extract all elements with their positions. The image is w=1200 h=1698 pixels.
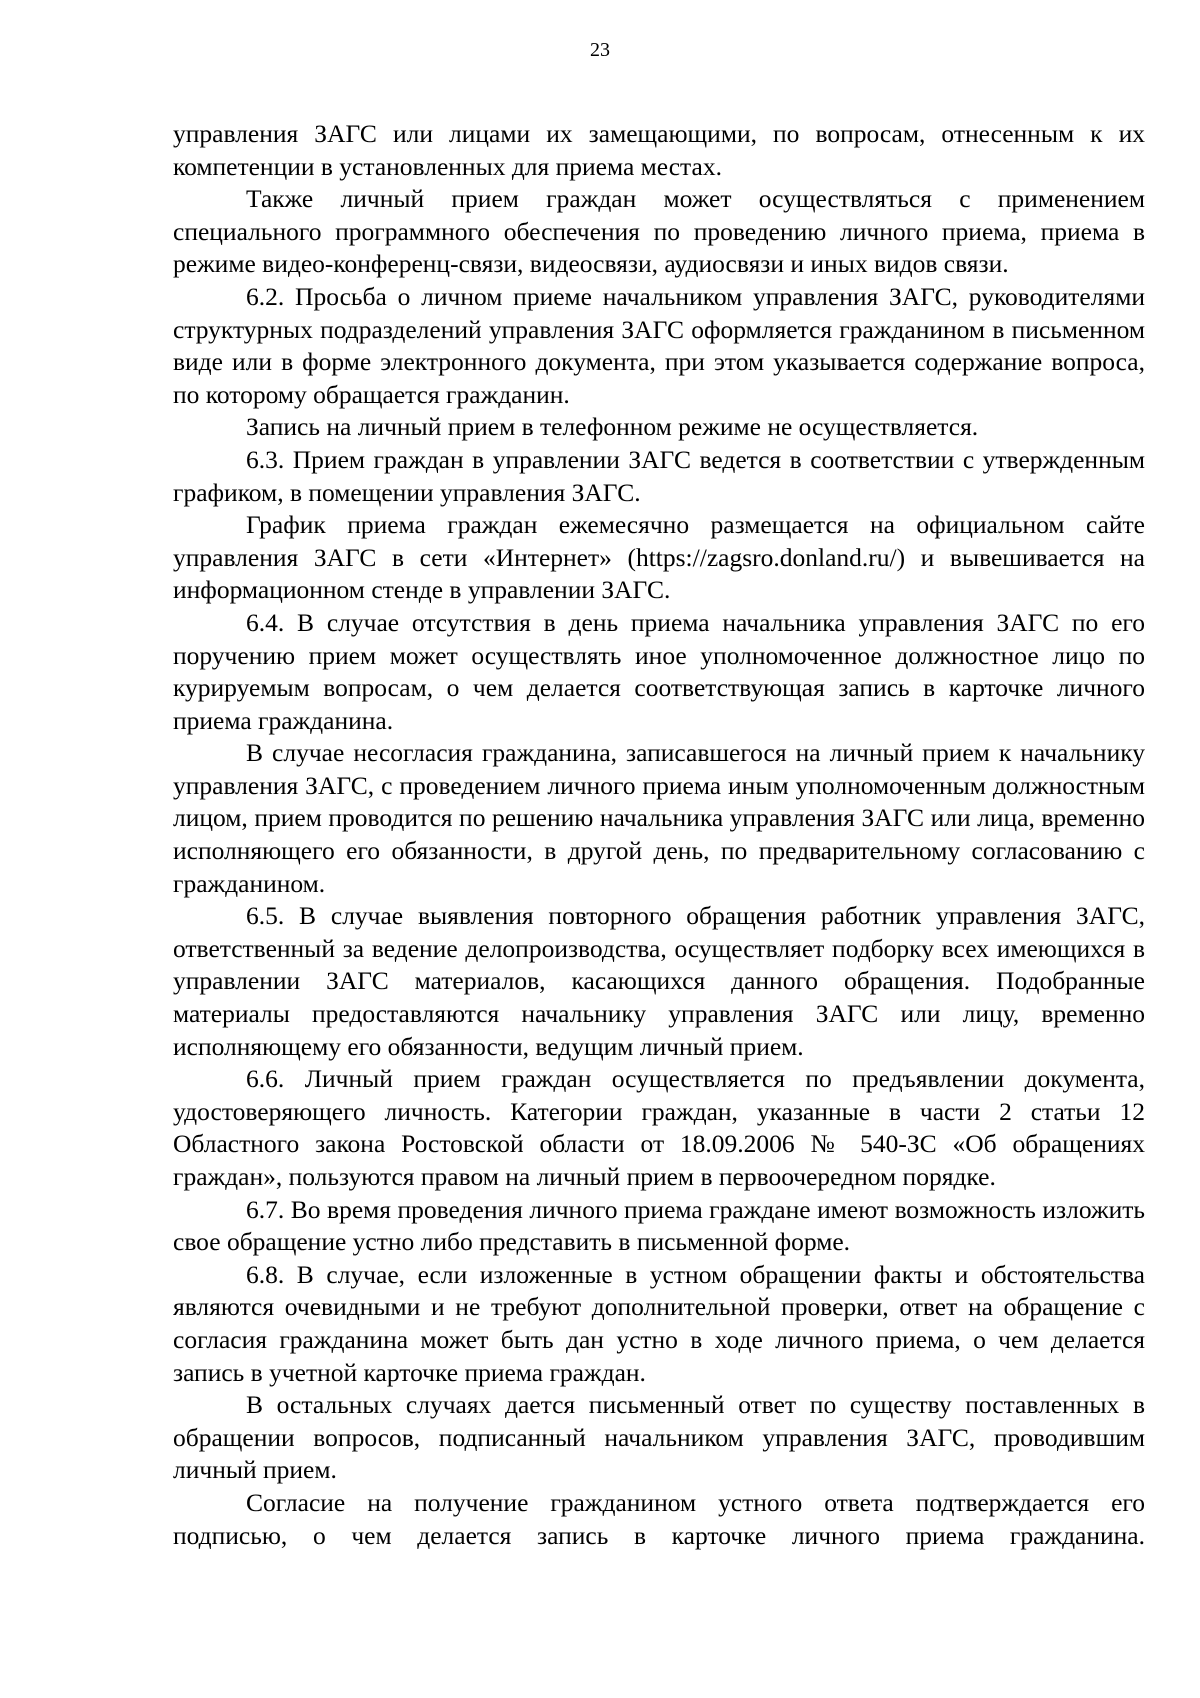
paragraph-6-6: 6.6. Личный прием граждан осуществляется по предъявлении документа, удостоверяющего личность. Категории граждан, указанные в части 2 статьи 12 Областного закона Ростовской области от 18.09.2006 № 540-ЗС «Об обращениях граждан», пользуются правом на личный прием в первоочередном порядке. <box>173 1064 1145 1191</box>
paragraph-6-4: 6.4. В случае отсутствия в день приема начальника управления ЗАГС по его поручению прием может осуществлять иное уполномоченное должностное лицо по курируемым вопросам, о чем делается соответствующая запись в карточке личного приема гражданина. <box>173 607 1145 735</box>
paragraph-6-7: 6.7. Во время проведения личного приема граждане имеют возможность изложить свое обращение устно либо представить в письменной форме. <box>173 1194 1145 1257</box>
paragraph: Также личный прием граждан может осуществляться с применением специального программного обеспечения по проведению личного приема, приема в режиме видео-конференц-связи, видеосвязи, аудиосвязи и иных видов связи. <box>173 184 1145 279</box>
paragraph: Запись на личный прием в телефонном режиме не осуществляется. <box>246 412 979 442</box>
paragraph: Согласие на получение гражданином устного ответа подтверждается его подписью, о чем делается запись в карточке личного приема гражданина. <box>173 1487 1145 1550</box>
paragraph: В остальных случаях дается письменный ответ по существу поставленных в обращении вопросов, подписанный начальником управления ЗАГС, проводившим личный прием. <box>173 1390 1145 1485</box>
paragraph: В случае несогласия гражданина, записавшегося на личный прием к начальнику управления ЗАГС, с проведением личного приема иным уполномоченным должностным лицом, прием проводится по решению начальника управления ЗАГС или лица, временно исполняющего его обязанности, в другой день, по предварительному согласованию с гражданином. <box>173 738 1145 898</box>
paragraph-6-2: 6.2. Просьба о личном приеме начальником управления ЗАГС, руководителями структурных подразделений управления ЗАГС оформляется гражданином в письменном виде или в форме электронного документа, при этом указывается содержание вопроса, по которому обращается гражданин. <box>173 281 1145 409</box>
paragraph-6-5: 6.5. В случае выявления повторного обращения работник управления ЗАГС, ответственный за ведение делопроизводства, осуществляет подборку всех имеющихся в управлении ЗАГС материалов, касающихся данного обращения. Подобранные материалы предоставляются начальнику управления ЗАГС или лицу, временно исполняющему его обязанности, ведущим личный прием. <box>173 901 1145 1061</box>
paragraph: График приема граждан ежемесячно размещается на официальном сайте управления ЗАГС в сети «Интернет» (https://zagsro.donland.ru/) и вывешивается на информационном стенде в управлении ЗАГС. <box>173 510 1145 605</box>
page-number: 23 <box>590 39 610 61</box>
paragraph-continuation: управления ЗАГС или лицами их замещающими, по вопросам, отнесенным к их компетенции в установленных для приема местах. <box>173 119 1145 181</box>
paragraph-6-8: 6.8. В случае, если изложенные в устном обращении факты и обстоятельства являются очевидными и не требуют дополнительной проверки, ответ на обращение с согласия гражданина может быть дан устно в ходе личного приема, о чем делается запись в учетной карточке приема граждан. <box>173 1259 1145 1387</box>
paragraph-6-3: 6.3. Прием граждан в управлении ЗАГС ведется в соответствии с утвержденным графиком, в помещении управления ЗАГС. <box>173 444 1145 507</box>
document-body <box>173 118 1145 1552</box>
